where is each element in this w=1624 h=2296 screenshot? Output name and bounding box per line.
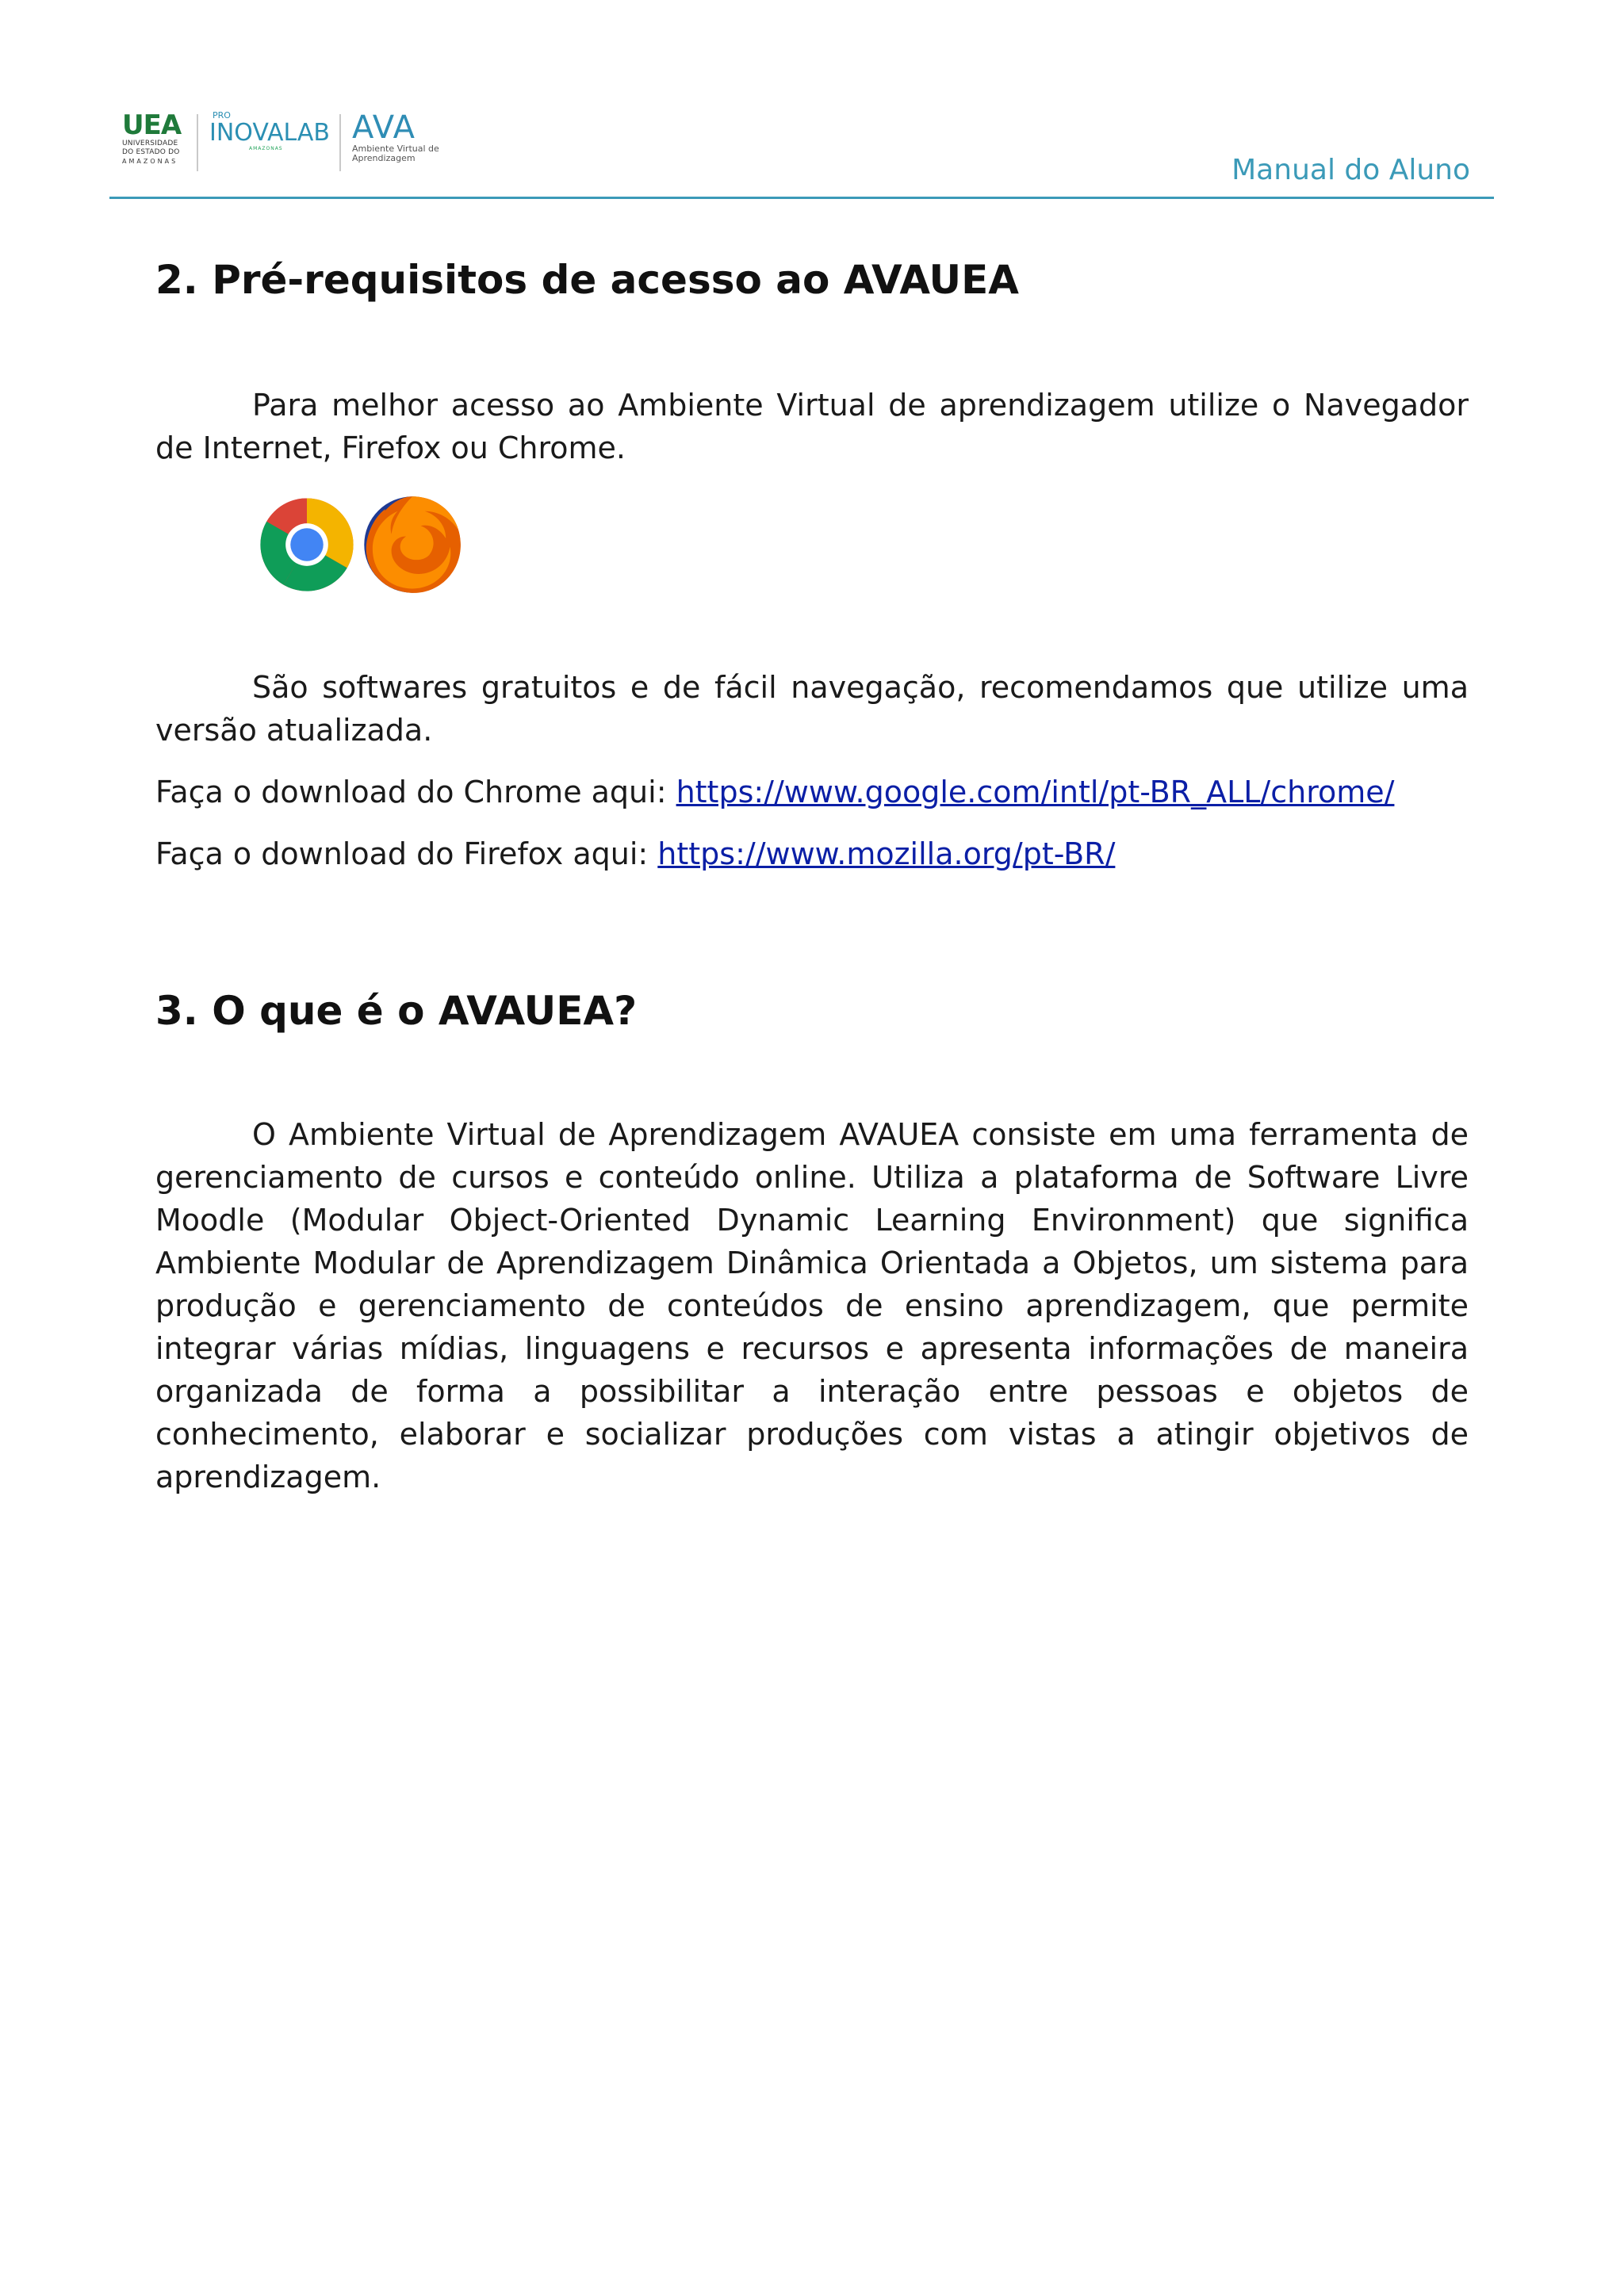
inovalab-logo-pro: PRO xyxy=(213,110,231,121)
section-2-heading: 2. Pré-requisitos de acesso ao AVAUEA xyxy=(155,257,1019,303)
ava-logo-name: AVA xyxy=(352,109,416,146)
uea-logo-subtitle-2: AMAZONAS xyxy=(122,158,178,165)
firefox-download-label: Faça o download do Firefox aqui: xyxy=(155,836,658,871)
ava-logo-subtitle: Ambiente Virtual de Aprendizagem xyxy=(352,144,439,163)
uea-logo xyxy=(122,111,186,166)
chrome-download-label: Faça o download do Chrome aqui: xyxy=(155,775,676,809)
chrome-icon xyxy=(259,496,355,596)
chrome-download-line xyxy=(155,771,1469,813)
ava-logo xyxy=(352,111,439,163)
header-title: Manual do Aluno xyxy=(1231,154,1470,186)
section-2-note: São softwares gratuitos e de fácil navegação, recomendamos que utilize uma versão atualizada. xyxy=(155,670,1469,748)
firefox-download-line xyxy=(155,832,1469,875)
section-3-heading: 3. O que é o AVAUEA? xyxy=(155,988,638,1034)
firefox-download-link[interactable]: https://www.mozilla.org/pt-BR/ xyxy=(657,836,1116,871)
inovalab-logo-subtitle: AMAZONAS xyxy=(249,146,283,151)
header-divider xyxy=(109,197,1494,199)
uea-logo-subtitle: UNIVERSIDADE DO ESTADO DO xyxy=(122,140,180,156)
logo-group xyxy=(122,111,439,182)
uea-logo-mark: UEA xyxy=(122,109,182,141)
logo-divider xyxy=(339,114,341,171)
section-3-body: O Ambiente Virtual de Aprendizagem AVAUEA consiste em uma ferramenta de gerenciamento de cursos e conteúdo online. Utiliza a plataforma de Software Livre Moodle (Modular Object-Oriented Dynamic Learning Environment) que significa Ambiente Modular de Aprendizagem Dinâmica Orientada a Objetos, um sistema para produção e gerenciamento de conteúdos de ensino aprendizagem, que permite integrar várias mídias, linguagens e recursos e apresenta informações de maneira organizada de forma a possibilitar a interação entre pessoas e objetos de conhecimento, elaborar e socializar produções com vistas a atingir objetivos de aprendizagem. xyxy=(155,1117,1469,1494)
section-2-intro: Para melhor acesso ao Ambiente Virtual de aprendizagem utilize o Navegador de Internet, Firefox ou Chrome. xyxy=(155,388,1469,465)
chrome-download-link[interactable]: https://www.google.com/intl/pt-BR_ALL/chrome/ xyxy=(676,775,1395,809)
firefox-icon xyxy=(360,492,465,600)
browser-icons xyxy=(259,487,1469,606)
logo-divider xyxy=(197,114,198,171)
page-header xyxy=(109,111,1494,200)
inovalab-logo xyxy=(209,110,331,151)
page-content xyxy=(155,254,1469,1498)
inovalab-logo-name: INOVALAB xyxy=(209,119,331,147)
